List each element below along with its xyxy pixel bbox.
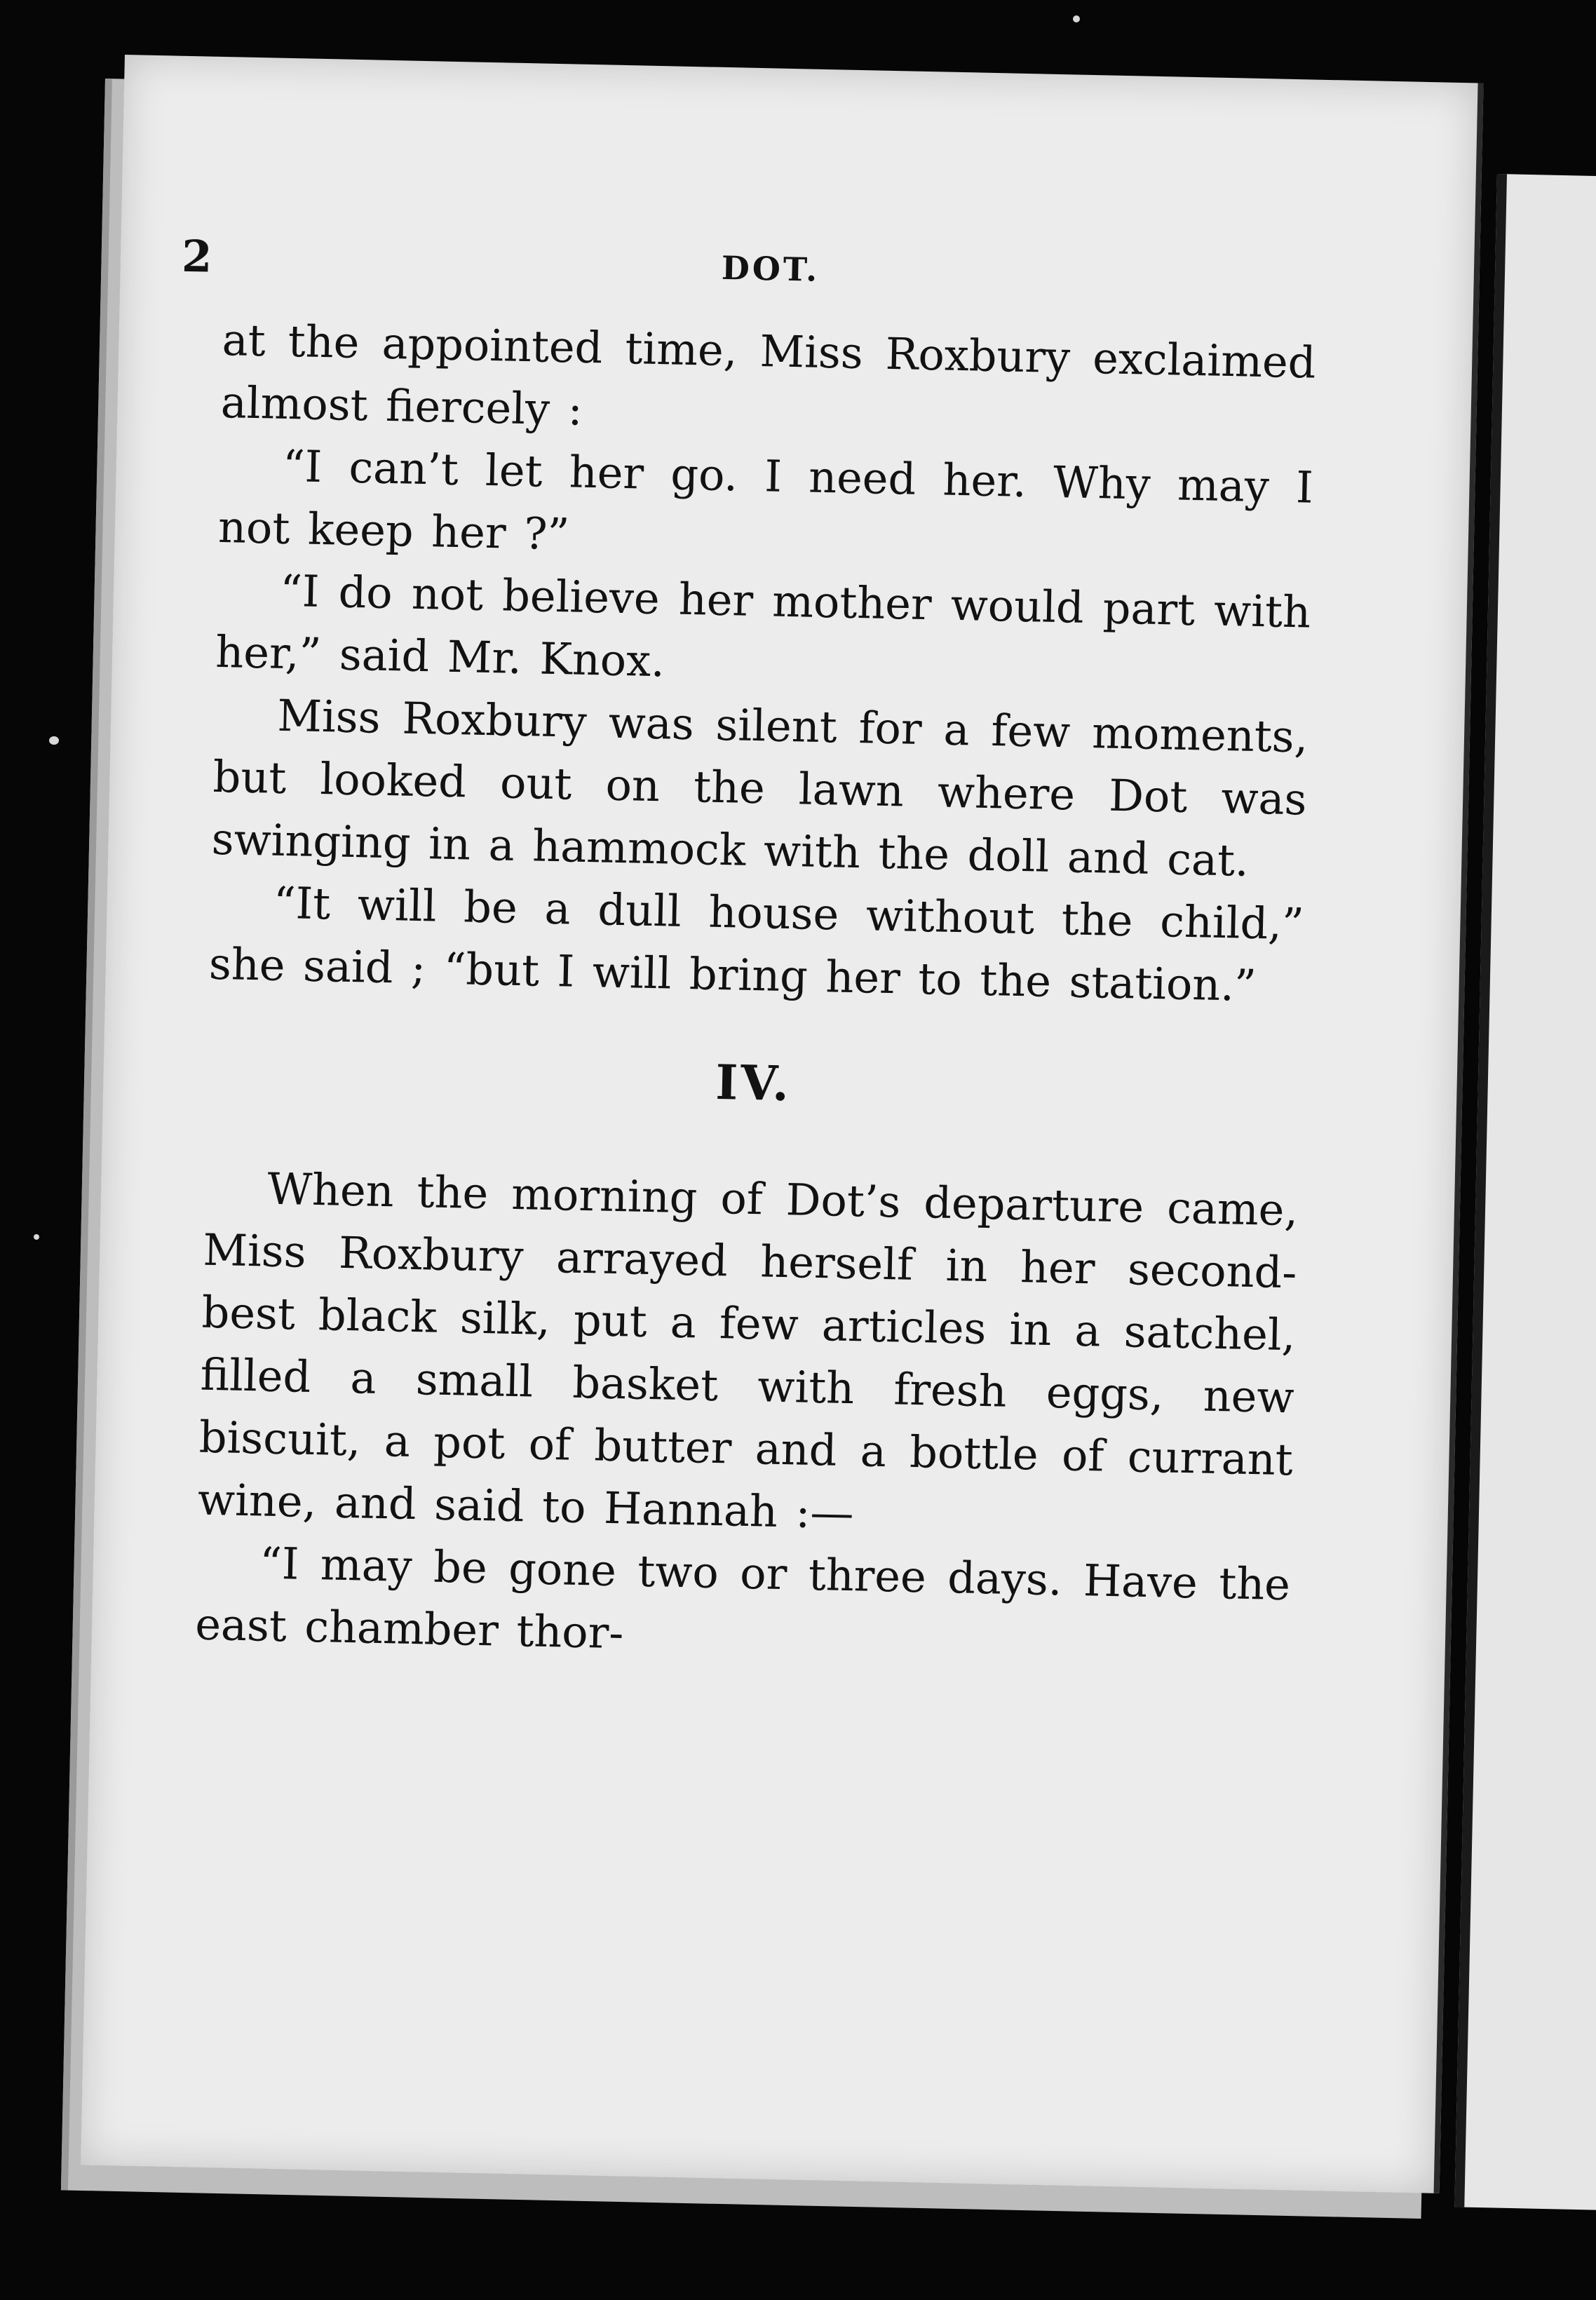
paragraph: “I can’t let her go. I need her. Why may I not keep her ?” [217,440,1314,560]
scan-speck [49,736,59,745]
page-number: 2 [181,230,213,283]
paragraph: “It will be a dull house without the child,” she said ; “but I will bring her to the station.” [208,877,1305,1012]
paragraph: “I do not believe her mother would part with her,” said Mr. Knox. [215,564,1311,687]
paragraph: Miss Roxbury was silent for a few moments, but looked out on the lawn where Dot was swinging in a hammock with the doll and cat. [211,689,1309,886]
scan-speck [34,1234,39,1240]
paragraph: at the appointed time, Miss Roxbury exclaimed almost fiercely : [220,313,1317,435]
scan-speck [1073,15,1080,22]
page-text [181,230,1318,1678]
running-title: DOT. [721,248,820,289]
section-heading: IV. [715,1054,792,1113]
facing-page-edge [1454,174,1596,2210]
paragraph: When the morning of Dot’s departure came, Miss Roxbury arrayed herself in her second-best black silk, put a few articles in a satchel, filled a small basket with fresh eggs, new biscuit, a pot of butter and a bottle of currant wine, and said to Hannah :— [197,1163,1299,1539]
paragraph: “I may be gone two or three days. Have the east chamber thor- [194,1537,1291,1659]
